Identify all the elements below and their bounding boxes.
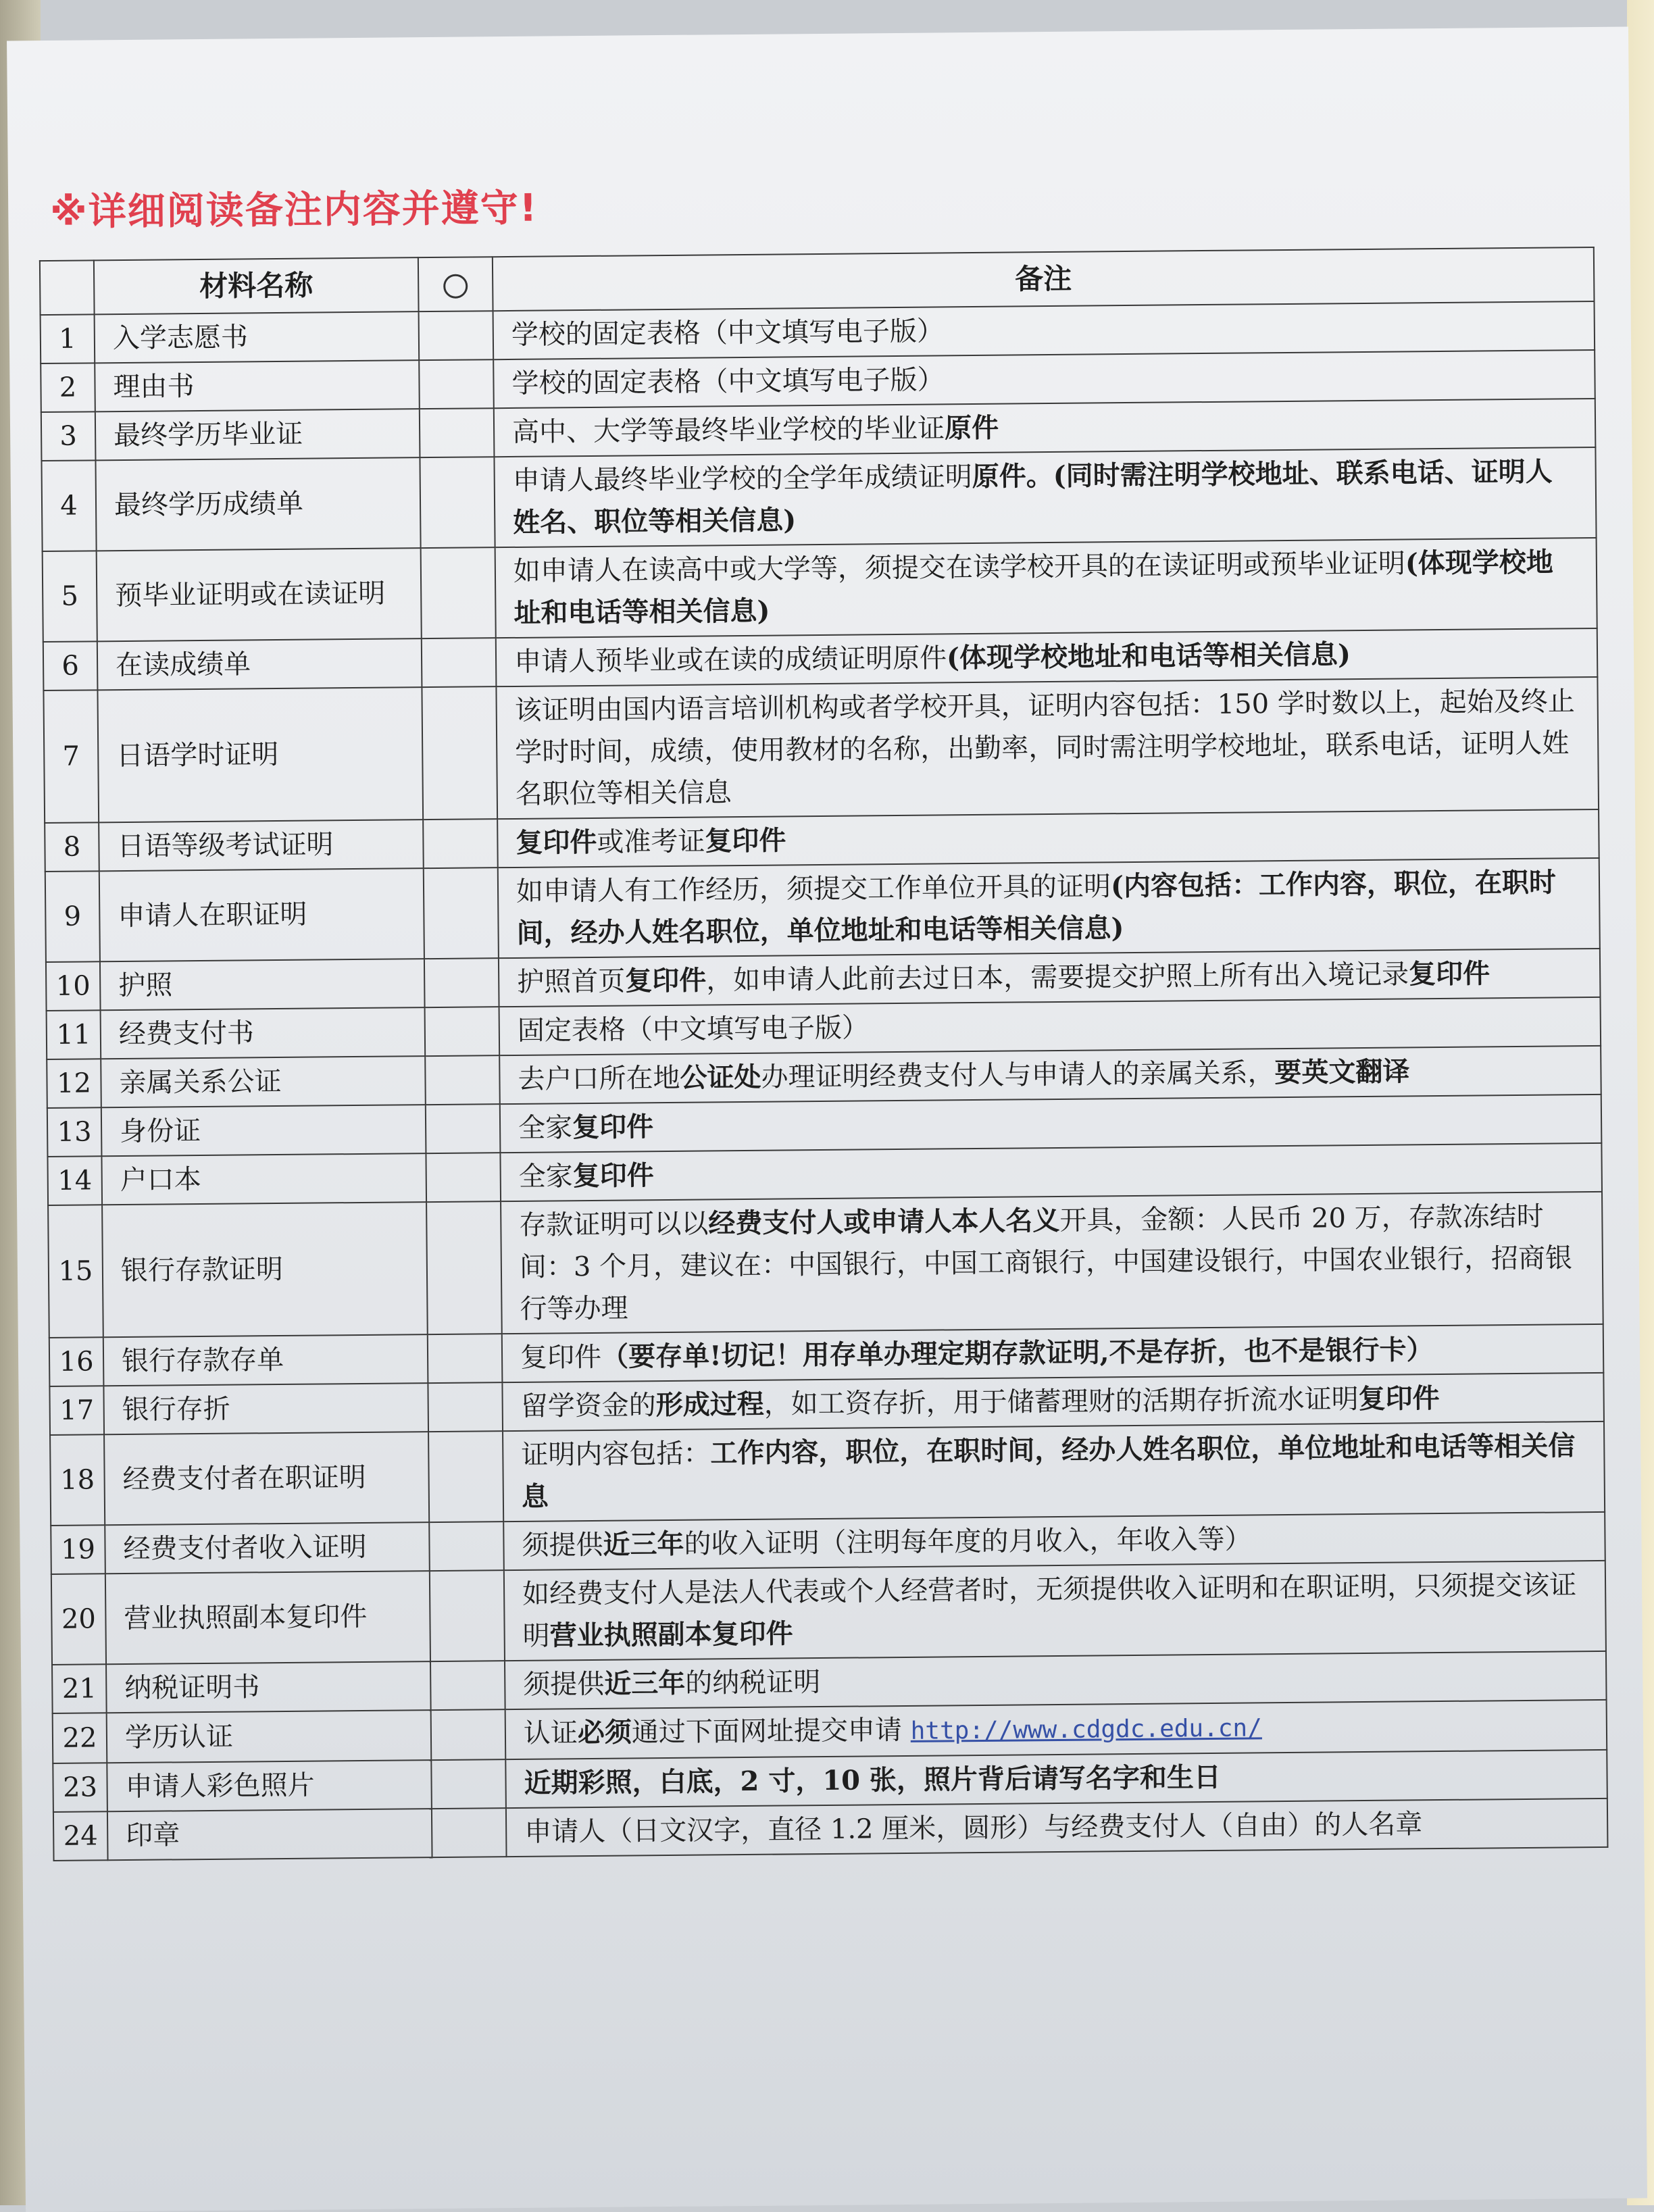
document-page <box>7 27 1647 2212</box>
check-cell[interactable] <box>432 1808 507 1857</box>
note-cell <box>503 1422 1605 1522</box>
check-cell[interactable] <box>426 1201 502 1334</box>
note-cell <box>495 538 1597 638</box>
note-text: 复印件 <box>520 1341 602 1374</box>
material-name: 日语学时证明 <box>97 687 423 822</box>
note-text-bold: 营业执照副本复印件 <box>549 1617 793 1652</box>
note-text-bold: 形成过程 <box>655 1388 764 1422</box>
check-cell[interactable] <box>421 547 496 638</box>
note-text-bold: (体现学校地址和电话等相关信息) <box>513 546 1554 629</box>
note-cell <box>504 1561 1606 1661</box>
material-name: 身份证 <box>101 1105 426 1156</box>
circle-icon <box>443 274 468 299</box>
note-text: 开具，金额：人民币 20 万，存款冻结时间：3 个月，建议在：中国银行，中国工商银行，中国建设银行，中国农业银行，招商银行等办理 <box>519 1201 1573 1325</box>
check-cell[interactable] <box>422 638 497 687</box>
row-number: 15 <box>48 1205 103 1338</box>
check-cell[interactable] <box>424 958 499 1007</box>
note-text-bold: 复印件 <box>516 826 597 859</box>
row-number: 2 <box>41 363 95 412</box>
check-cell[interactable] <box>424 868 499 959</box>
table-row <box>43 538 1597 642</box>
note-cell <box>498 858 1600 958</box>
check-cell[interactable] <box>430 1661 505 1710</box>
table-row <box>51 1561 1606 1665</box>
note-cell <box>501 1192 1603 1334</box>
note-cell <box>496 677 1599 819</box>
note-text: 如经费支付人是法人代表或个人经营者时，无须提供收入证明和在职证明，只须提交该证明 <box>522 1569 1577 1652</box>
note-text: 认证 <box>523 1717 578 1749</box>
material-name: 预毕业证明或在读证明 <box>97 548 422 641</box>
note-text-bold: 要英文翻译 <box>1274 1055 1410 1089</box>
note-text-bold: 复印件 <box>625 964 707 997</box>
table-row <box>43 677 1599 823</box>
row-number: 18 <box>50 1434 105 1526</box>
note-text-bold: 原件 <box>944 411 999 445</box>
material-name: 护照 <box>100 959 425 1010</box>
material-name: 经费支付者在职证明 <box>104 1432 429 1525</box>
note-text-bold: 工作内容，职位，在职时间，经办人姓名职位，单位地址和电话等相关信息 <box>521 1430 1576 1513</box>
note-text-bold: 复印件 <box>705 824 786 857</box>
material-name: 经费支付者收入证明 <box>105 1522 430 1574</box>
check-cell[interactable] <box>428 1334 503 1383</box>
table-row <box>41 447 1596 551</box>
note-text: 须提供 <box>522 1529 603 1561</box>
check-cell[interactable] <box>423 819 498 868</box>
note-text: ，如申请人此前去过日本，需要提交护照上所有出入境记录 <box>706 959 1409 997</box>
row-number: 3 <box>41 411 96 461</box>
note-text: 的收入证明（注明每年度的月收入，年收入等） <box>684 1524 1252 1560</box>
note-text: 的纳税证明 <box>685 1667 821 1699</box>
note-text: 通过下面网址提交申请 <box>631 1714 911 1749</box>
header-material-name: 材料名称 <box>94 257 419 314</box>
note-text-bold: 近三年 <box>603 1528 684 1561</box>
note-text-bold: 复印件 <box>572 1111 654 1144</box>
material-name: 户口本 <box>101 1153 426 1205</box>
row-number: 9 <box>45 871 100 962</box>
note-text: 申请人（日文汉字，直径 1.2 厘米，圆形）与经费支付人（自由）的人名章 <box>524 1809 1423 1848</box>
check-cell[interactable] <box>426 1104 501 1153</box>
material-name: 亲属关系公证 <box>101 1056 426 1107</box>
row-number: 13 <box>47 1107 102 1157</box>
material-name: 纳税证明书 <box>106 1661 431 1713</box>
table-body <box>41 301 1608 1861</box>
check-cell[interactable] <box>430 1570 505 1661</box>
note-text: 留学资金的 <box>520 1390 656 1422</box>
materials-table <box>39 247 1609 1861</box>
row-number: 23 <box>53 1763 107 1812</box>
note-text: 须提供 <box>523 1668 605 1701</box>
check-cell[interactable] <box>420 408 495 457</box>
check-cell[interactable] <box>425 1007 500 1056</box>
material-name: 银行存款证明 <box>102 1202 428 1337</box>
material-name: 日语等级考试证明 <box>99 820 424 871</box>
check-cell[interactable] <box>431 1709 506 1760</box>
check-cell[interactable] <box>428 1382 503 1432</box>
note-text: 或准考证 <box>597 826 705 858</box>
note-text: ，如工资存折，用于储蓄理财的活期存折流水证明 <box>763 1384 1359 1420</box>
material-name: 学历认证 <box>107 1710 432 1763</box>
check-cell[interactable] <box>419 311 494 360</box>
row-number: 6 <box>43 641 98 690</box>
note-text: 如申请人有工作经历，须提交工作单位开具的证明 <box>516 871 1111 907</box>
row-number: 21 <box>52 1664 107 1713</box>
note-text-bold: （要存单!切记！用存单办理定期存款证明,不是存折，也不是银行卡） <box>601 1334 1434 1373</box>
row-number: 4 <box>41 460 96 551</box>
note-text: 高中、大学等最终毕业学校的毕业证 <box>511 413 945 448</box>
note-cell <box>494 447 1596 547</box>
row-number: 7 <box>43 690 99 823</box>
row-number: 11 <box>47 1010 101 1059</box>
note-text: 证明内容包括： <box>521 1438 711 1471</box>
material-name: 银行存款存单 <box>103 1334 428 1386</box>
note-text: 学校的固定表格（中文填写电子版） <box>511 316 945 351</box>
table-row <box>45 858 1600 962</box>
note-text: 去户口所在地 <box>518 1062 680 1095</box>
note-text: 申请人预毕业或在读的成绩证明原件 <box>513 643 947 678</box>
note-text-bold: 必须 <box>577 1716 632 1749</box>
material-name: 经费支付书 <box>101 1007 426 1059</box>
note-text: 全家 <box>518 1112 573 1144</box>
header-note: 备注 <box>493 247 1595 311</box>
table-row <box>50 1422 1605 1526</box>
note-cell <box>506 1799 1608 1857</box>
check-cell[interactable] <box>426 1153 501 1202</box>
material-name: 入学志愿书 <box>95 311 420 363</box>
row-number: 1 <box>41 314 95 363</box>
row-number: 8 <box>45 822 99 872</box>
note-text: 固定表格（中文填写电子版） <box>517 1012 870 1047</box>
note-text-bold: 经费支付人或申请人本人名义 <box>708 1204 1060 1240</box>
row-number: 20 <box>51 1574 106 1665</box>
note-text-bold: (内容包括：工作内容，职位，在职时间，经办人姓名职位，单位地址和电话等相关信息) <box>516 866 1557 949</box>
note-text: 申请人最终毕业学校的全学年成绩证明 <box>512 461 972 497</box>
note-text-bold: 复印件 <box>1408 957 1490 990</box>
note-text-bold: 近三年 <box>604 1667 686 1700</box>
row-number: 14 <box>47 1156 102 1205</box>
row-number: 17 <box>49 1386 104 1435</box>
note-text-bold: 复印件 <box>1358 1382 1440 1415</box>
row-number: 19 <box>51 1525 105 1574</box>
material-name: 银行存折 <box>103 1383 428 1434</box>
material-name: 最终学历毕业证 <box>95 409 420 460</box>
material-name: 最终学历成绩单 <box>95 457 420 551</box>
material-name: 印章 <box>107 1809 432 1860</box>
note-text-bold: 原件。(同时需注明学校地址、联系电话、证明人姓名、职位等相关信息) <box>513 455 1553 538</box>
check-cell[interactable] <box>431 1759 506 1809</box>
row-number: 12 <box>47 1059 101 1108</box>
table-row <box>48 1192 1603 1338</box>
note-text: 全家 <box>518 1161 573 1192</box>
material-name: 营业执照副本复印件 <box>105 1571 430 1664</box>
row-number: 24 <box>53 1811 108 1861</box>
note-text: 学校的固定表格（中文填写电子版） <box>511 364 945 399</box>
row-number: 10 <box>46 961 101 1011</box>
warning-heading: ※详细阅读备注内容并遵守! <box>49 186 538 234</box>
check-cell[interactable] <box>429 1522 504 1571</box>
row-number: 22 <box>53 1713 107 1763</box>
note-text-bold: (体现学校地址和电话等相关信息) <box>946 638 1351 674</box>
note-text: 护照首页 <box>517 965 626 998</box>
note-link[interactable]: http://www.cdgdc.edu.cn/ <box>910 1714 1262 1745</box>
material-name: 申请人在职证明 <box>99 868 424 961</box>
check-cell[interactable] <box>420 457 495 548</box>
note-text: 该证明由国内语言培训机构或者学校开具，证明内容包括：150 学时数以上，起始及终止学时时间，成绩，使用教材的名称，出勤率，同时需注明学校地址，联系电话，证明人姓名职位等相关信息 <box>514 686 1575 810</box>
check-cell[interactable] <box>419 359 494 409</box>
check-cell[interactable] <box>425 1055 500 1105</box>
check-cell[interactable] <box>428 1431 503 1522</box>
note-text-bold: 复印件 <box>572 1159 654 1192</box>
material-name: 理由书 <box>95 360 420 411</box>
header-check <box>418 257 493 311</box>
row-number: 16 <box>49 1337 104 1386</box>
material-name: 申请人彩色照片 <box>107 1760 432 1811</box>
check-cell[interactable] <box>422 686 497 820</box>
note-text: 办理证明经费支付人与申请人的亲属关系， <box>761 1057 1275 1093</box>
note-text: 如申请人在读高中或大学等，须提交在读学校开具的在读证明或预毕业证明 <box>513 548 1406 587</box>
header-number <box>40 260 95 315</box>
note-cell <box>505 1700 1607 1759</box>
note-text: 存款证明可以以 <box>519 1208 709 1241</box>
row-number: 5 <box>43 551 97 642</box>
note-text-bold: 近期彩照，白底，2 寸，10 张，照片背后请写名字和生日 <box>524 1761 1222 1799</box>
material-name: 在读成绩单 <box>97 638 422 690</box>
note-text-bold: 公证处 <box>680 1061 761 1094</box>
